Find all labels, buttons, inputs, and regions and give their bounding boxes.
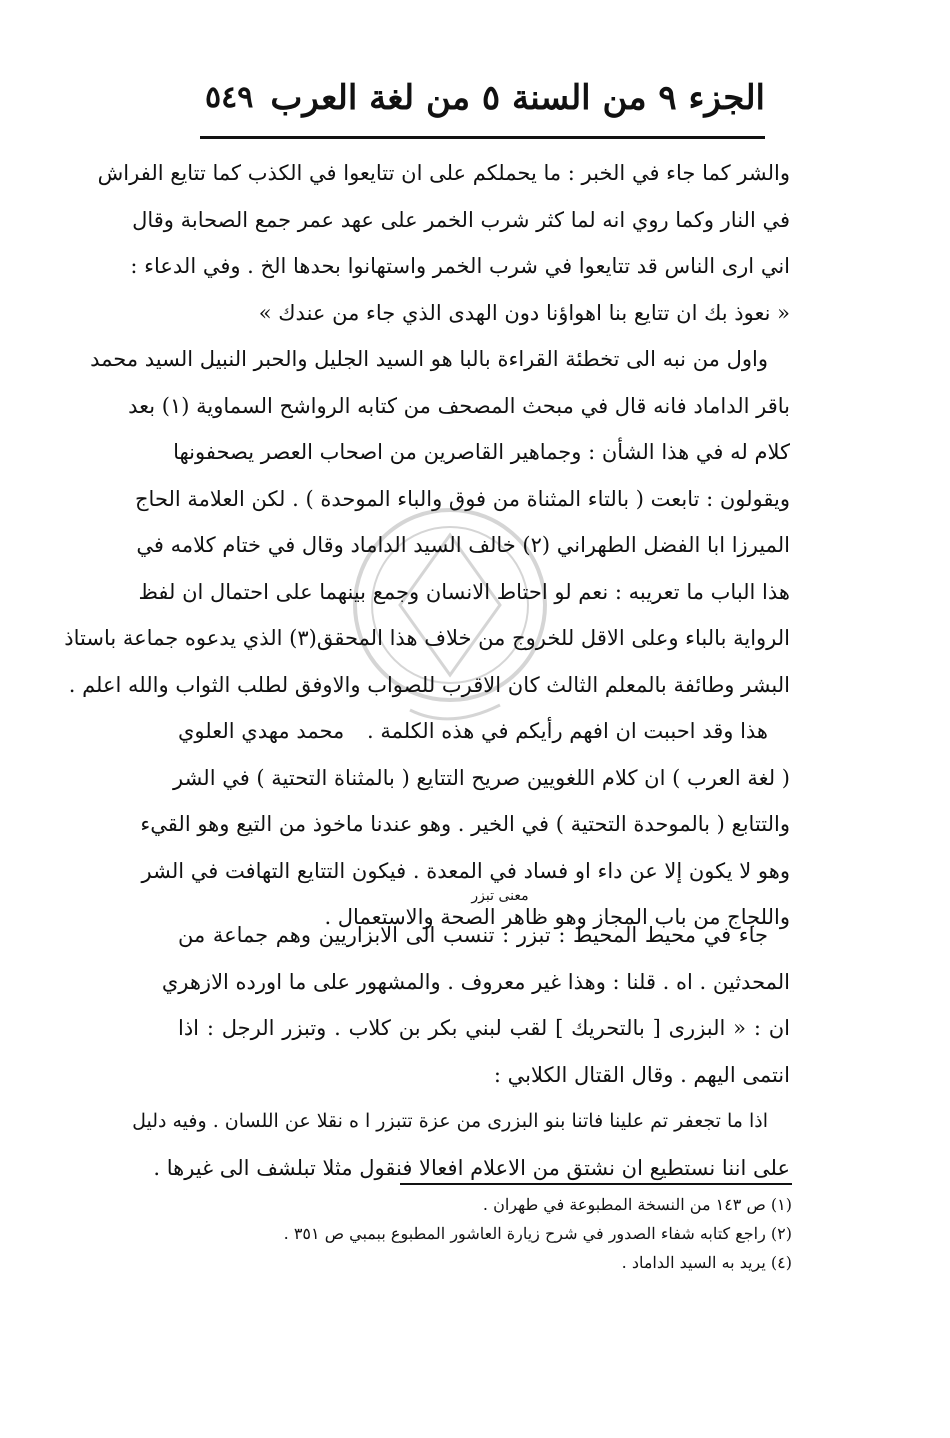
text-line: واللجاج من باب المجاز وهو ظاهر الصحة والاستعمال .: [324, 905, 790, 929]
text-line: وهو لا يكون إلا عن داء او فساد في المعدة . فيكون التتايع التهافت في الشر: [141, 858, 790, 883]
text-line: المحدثين . اه . قلنا : وهذا غير معروف . والمشهور على ما اورده الازهري: [161, 969, 790, 994]
text-line: والتتابع ( بالموحدة التحتية ) في الخير . وهو عندنا ماخوذ من التيع وهو القيء: [140, 812, 790, 836]
text-line: ويقولون : تابعت ( بالتاء المثناة من فوق والباء الموحدة ) . لكن العلامة الحاج: [134, 486, 790, 511]
page-number: ٥٤٩: [205, 80, 254, 115]
text-line: [178, 708, 790, 755]
text-line: هذا الباب ما تعريبه : نعم لو احتاط الانسان وجمع بينهما على احتمال ان لفظ: [138, 579, 790, 604]
text-line: الميرزا ابا الفضل الطهراني (٢) خالف السيد الداماد وقال في ختام كلامه في: [136, 533, 790, 557]
running-title: الجزء ٩ من السنة ٥ من لغة العرب: [270, 78, 765, 118]
signature: محمد مهدي العلوي: [178, 719, 345, 743]
text-line: باقر الداماد فانه قال في مبحث المصحف من كتابه الرواشح السماوية (١) بعد: [128, 393, 790, 418]
section-body-text: [132, 912, 790, 1191]
header-rule: [200, 136, 765, 139]
text-line: في النار وكما روي انه لما كثر شرب الخمر على عهد عمر جمع الصحابة وقال: [132, 207, 790, 232]
section-heading: معنى تبزر: [471, 888, 529, 904]
footnote: (٤) يريد به السيد الداماد .: [621, 1253, 792, 1272]
footnote-rule: [400, 1183, 792, 1185]
text-line: والشر كما جاء في الخبر : ما يحملكم على ان تتايعوا في الكذب كما تتايع الفراش: [97, 161, 790, 185]
closing-remark: هذا وقد احببت ان افهم رأيكم في هذه الكلمة .: [367, 719, 768, 743]
text-line: جاء في محيط المحيط : تبزر : تنسب الى الابزاريين وهم جماعة من: [178, 923, 768, 947]
page-header: [205, 78, 765, 138]
text-line: البشر وطائفة بالمعلم الثالث كان الاقرب للصواب والاوفق لطلب الثواب والله اعلم .: [68, 672, 790, 697]
text-line: كلام له في هذا الشأن : وجماهير القاصرين من اصحاب العصر يصحفونها: [173, 440, 790, 464]
text-line: اذا ما تجعفر تم علينا فاتنا بنو البزرى من عزة تتبزر ا ه نقلا عن اللسان . وفيه دليل: [132, 1110, 768, 1132]
text-line: ان : « البزرى [ بالتحريك ] لقب لبني بكر بن كلاب . وتبزر الرجل : اذا: [178, 1016, 790, 1040]
text-line: الرواية بالباء وعلى الاقل للخروج من خلاف هذا المحقق(٣) الذي يدعوه جماعة باستاذ: [64, 626, 790, 650]
text-line: « نعوذ بك ان تتايع بنا اهواؤنا دون الهدى الذي جاء من عندك »: [258, 300, 790, 325]
footnote: (١) ص ١٤٣ من النسخة المطبوعة في طهران .: [482, 1195, 792, 1214]
footnote: (٢) راجع كتابه شفاء الصدور في شرح زيارة العاشور المطبوع ببمبي ص ٣٥١ .: [283, 1224, 792, 1243]
footnotes: [200, 1190, 792, 1277]
text-line: واول من نبه الى تخطئة القراءة بالبا هو السيد الجليل والحبر النبيل السيد محمد: [90, 347, 768, 371]
main-body-text: [64, 150, 790, 941]
text-line: على اننا نستطيع ان نشتق من الاعلام افعالا فنقول مثلا تبلشف الى غيرها .: [153, 1155, 790, 1180]
text-line: انتمى اليهم . وقال القتال الكلابي :: [493, 1062, 790, 1087]
text-line: اني ارى الناس قد تتايعوا في شرب الخمر واستهانوا بحدها الخ . وفي الدعاء :: [130, 254, 790, 278]
text-line: ( لغة العرب ) ان كلام اللغويين صريح التتايع ( بالمثناة التحتية ) في الشر: [172, 765, 790, 790]
